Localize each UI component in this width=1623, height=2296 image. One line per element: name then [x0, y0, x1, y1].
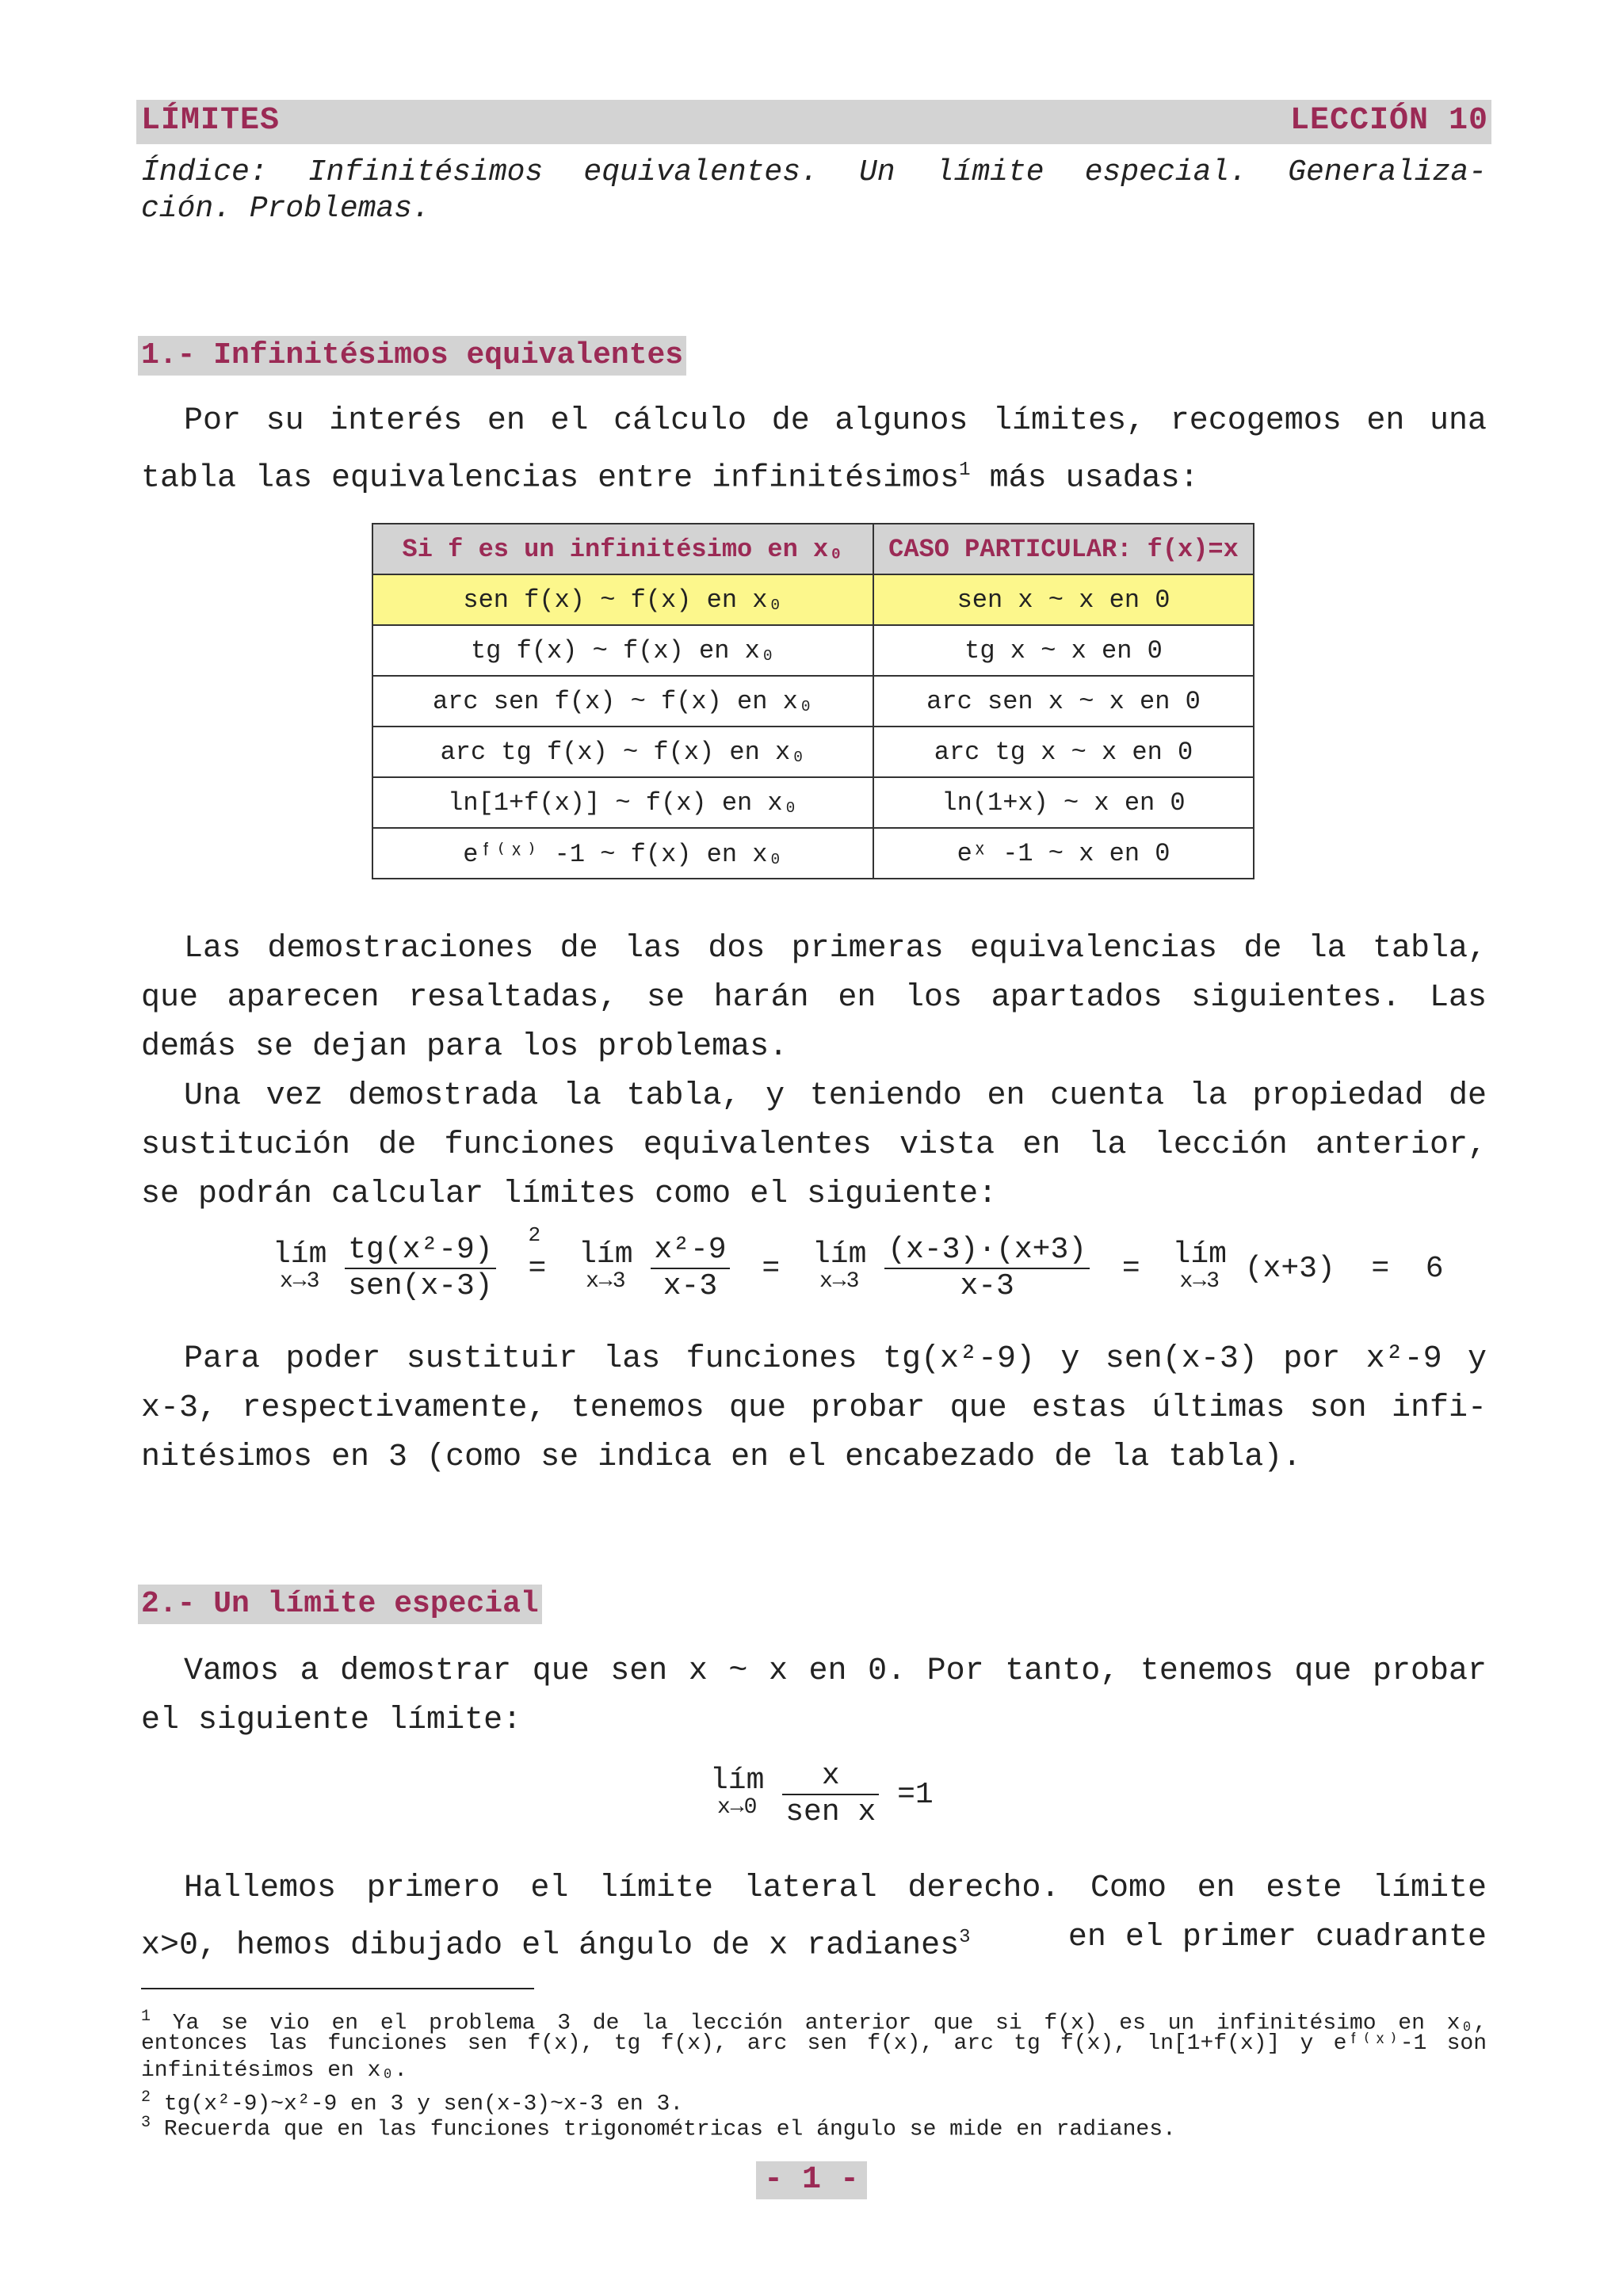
table-row: [372, 676, 1254, 727]
footnote-separator: [141, 1988, 534, 1989]
lim-operator: lím x→3: [579, 1238, 633, 1294]
table-row: [372, 727, 1254, 777]
p3-line-2: sustitución de funciones equivalentes vista en la lección anterior,: [141, 1127, 1487, 1163]
table-cell: arc tg f(x) ~ f(x) en x₀: [372, 727, 873, 777]
table-row: [372, 777, 1254, 828]
table-row: [372, 828, 1254, 879]
lim-operator: lím x→3: [1172, 1238, 1227, 1294]
table-header-particular: CASO PARTICULAR: f(x)=x: [873, 524, 1254, 574]
p2-line-2: que aparecen resaltadas, se harán en los apartados siguientes. Las: [141, 980, 1487, 1016]
table-cell: ln[1+f(x)] ~ f(x) en x₀: [372, 777, 873, 828]
table-cell: sen f(x) ~ f(x) en x₀: [372, 574, 873, 625]
section-1-intro-line-2: [141, 453, 1487, 496]
lim-operator: lím x→3: [273, 1238, 327, 1294]
footnote-3: $^3$ Recuerda que en las funciones trigonométricas el ángulo se mide en radianes.: [141, 2114, 1176, 2142]
footnote-1-line-1: $^1$ Ya se vio en el problema 3 de la lección anterior que si f(x) es un infinitésimo en x₀,: [141, 2008, 1487, 2036]
footnote-1-line-3: infinitésimos en x₀.: [141, 2058, 408, 2083]
section-1-intro-line-1: Por su interés en el cálculo de algunos límites, recogemos en una: [184, 403, 1487, 439]
intro-text: tabla las equivalencias entre infinitésimos: [141, 460, 960, 497]
equivalence-table: [372, 523, 1254, 879]
table-cell: tg x ~ x en 0: [873, 625, 1254, 676]
footnote-1-line-2: entonces las funciones sen f(x), tg f(x), arc sen f(x), arc tg f(x), ln[1+f(x)] y eᶠ⁽ˣ⁾-1 son: [141, 2031, 1487, 2056]
table-cell: eˣ -1 ~ x en 0: [873, 828, 1254, 879]
p3-line-3: se podrán calcular límites como el siguiente:: [141, 1177, 998, 1212]
table-cell: arc sen x ~ x en 0: [873, 676, 1254, 727]
table-cell: eᶠ⁽ˣ⁾ -1 ~ f(x) en x₀: [372, 828, 873, 879]
limit-equation-2: [710, 1759, 934, 1830]
fraction: $\frac{x}{\text{sen x}}$: [782, 1759, 879, 1830]
fraction: $\frac{\text{tg(x²-9)}}{\text{sen(x-3)}}$: [345, 1233, 495, 1304]
equals-sign: =: [762, 1251, 781, 1286]
table-cell: ln(1+x) ~ x en 0: [873, 777, 1254, 828]
table-header-general: Si f es un infinitésimo en x₀: [372, 524, 873, 574]
s2-p2-text-end: en el primer cuadrante: [1048, 1920, 1487, 1955]
s2-p1-line-1: Vamos a demostrar que sen x ~ x en 0. Por tanto, tenemos que probar: [184, 1653, 1487, 1689]
limit-equation-1: [273, 1222, 1444, 1304]
index-line-1: Índice: Infinitésimos equivalentes. Un límite especial. Generaliza-: [141, 155, 1487, 189]
p2-line-3: demás se dejan para los problemas.: [141, 1029, 789, 1065]
footnote-ref-1: 1: [959, 460, 971, 481]
lim-operator: lím x→3: [812, 1238, 867, 1294]
lim-operator: lím x→0: [710, 1764, 765, 1820]
header-title: LÍMITES: [141, 103, 281, 139]
p4-line-1: Para poder sustituir las funciones tg(x²-9) y sen(x-3) por x²-9 y: [184, 1341, 1487, 1377]
s2-p2-text: x>0, hemos dibujado el ángulo de x radianes: [141, 1928, 960, 1964]
intro-text-end: más usadas:: [970, 460, 1199, 497]
equals-sign: =: [1121, 1251, 1140, 1286]
page-number: - 1 -: [756, 2161, 867, 2199]
p3-line-1: Una vez demostrada la tabla, y teniendo en cuenta la propiedad de: [184, 1078, 1487, 1114]
header-bar: [136, 100, 1491, 144]
fraction: $\frac{(x-3)\cdot(x+3)}{x-3}$: [884, 1233, 1090, 1304]
table-cell: arc tg x ~ x en 0: [873, 727, 1254, 777]
table-row: [372, 625, 1254, 676]
p4-line-2: x-3, respectivamente, tenemos que probar que estas últimas son infi-: [141, 1390, 1487, 1426]
equation-tail: =1: [897, 1777, 934, 1812]
section-1-heading: 1.- Infinitésimos equivalentes: [138, 336, 686, 376]
fraction: $\frac{\text{x²-9}}{x-3}$: [651, 1233, 729, 1304]
s2-p2-line-2: [141, 1920, 1487, 1963]
table-cell: sen x ~ x en 0: [873, 574, 1254, 625]
table-cell: tg f(x) ~ f(x) en x₀: [372, 625, 873, 676]
equation-tail: (x+3) = 6: [1244, 1251, 1444, 1286]
s2-p1-line-2: el siguiente límite:: [141, 1703, 522, 1738]
footnote-2: $^2$ tg(x²-9)~x²-9 en 3 y sen(x-3)~x-3 en 3.: [141, 2088, 684, 2117]
footnote-ref-3: 3: [959, 1927, 971, 1948]
p4-line-3: nitésimos en 3 (como se indica en el encabezado de la tabla).: [141, 1440, 1302, 1475]
equals-sign-marked: 2 =: [528, 1222, 547, 1286]
p2-line-1: Las demostraciones de las dos primeras equivalencias de la tabla,: [184, 931, 1487, 967]
index-line-2: ción. Problemas.: [141, 192, 430, 226]
s2-p2-line-1: Hallemos primero el límite lateral derecho. Como en este límite: [184, 1871, 1487, 1906]
section-2-heading: 2.- Un límite especial: [138, 1585, 542, 1624]
table-cell: arc sen f(x) ~ f(x) en x₀: [372, 676, 873, 727]
table-row: [372, 574, 1254, 625]
header-lesson: LECCIÓN 10: [1289, 103, 1488, 139]
